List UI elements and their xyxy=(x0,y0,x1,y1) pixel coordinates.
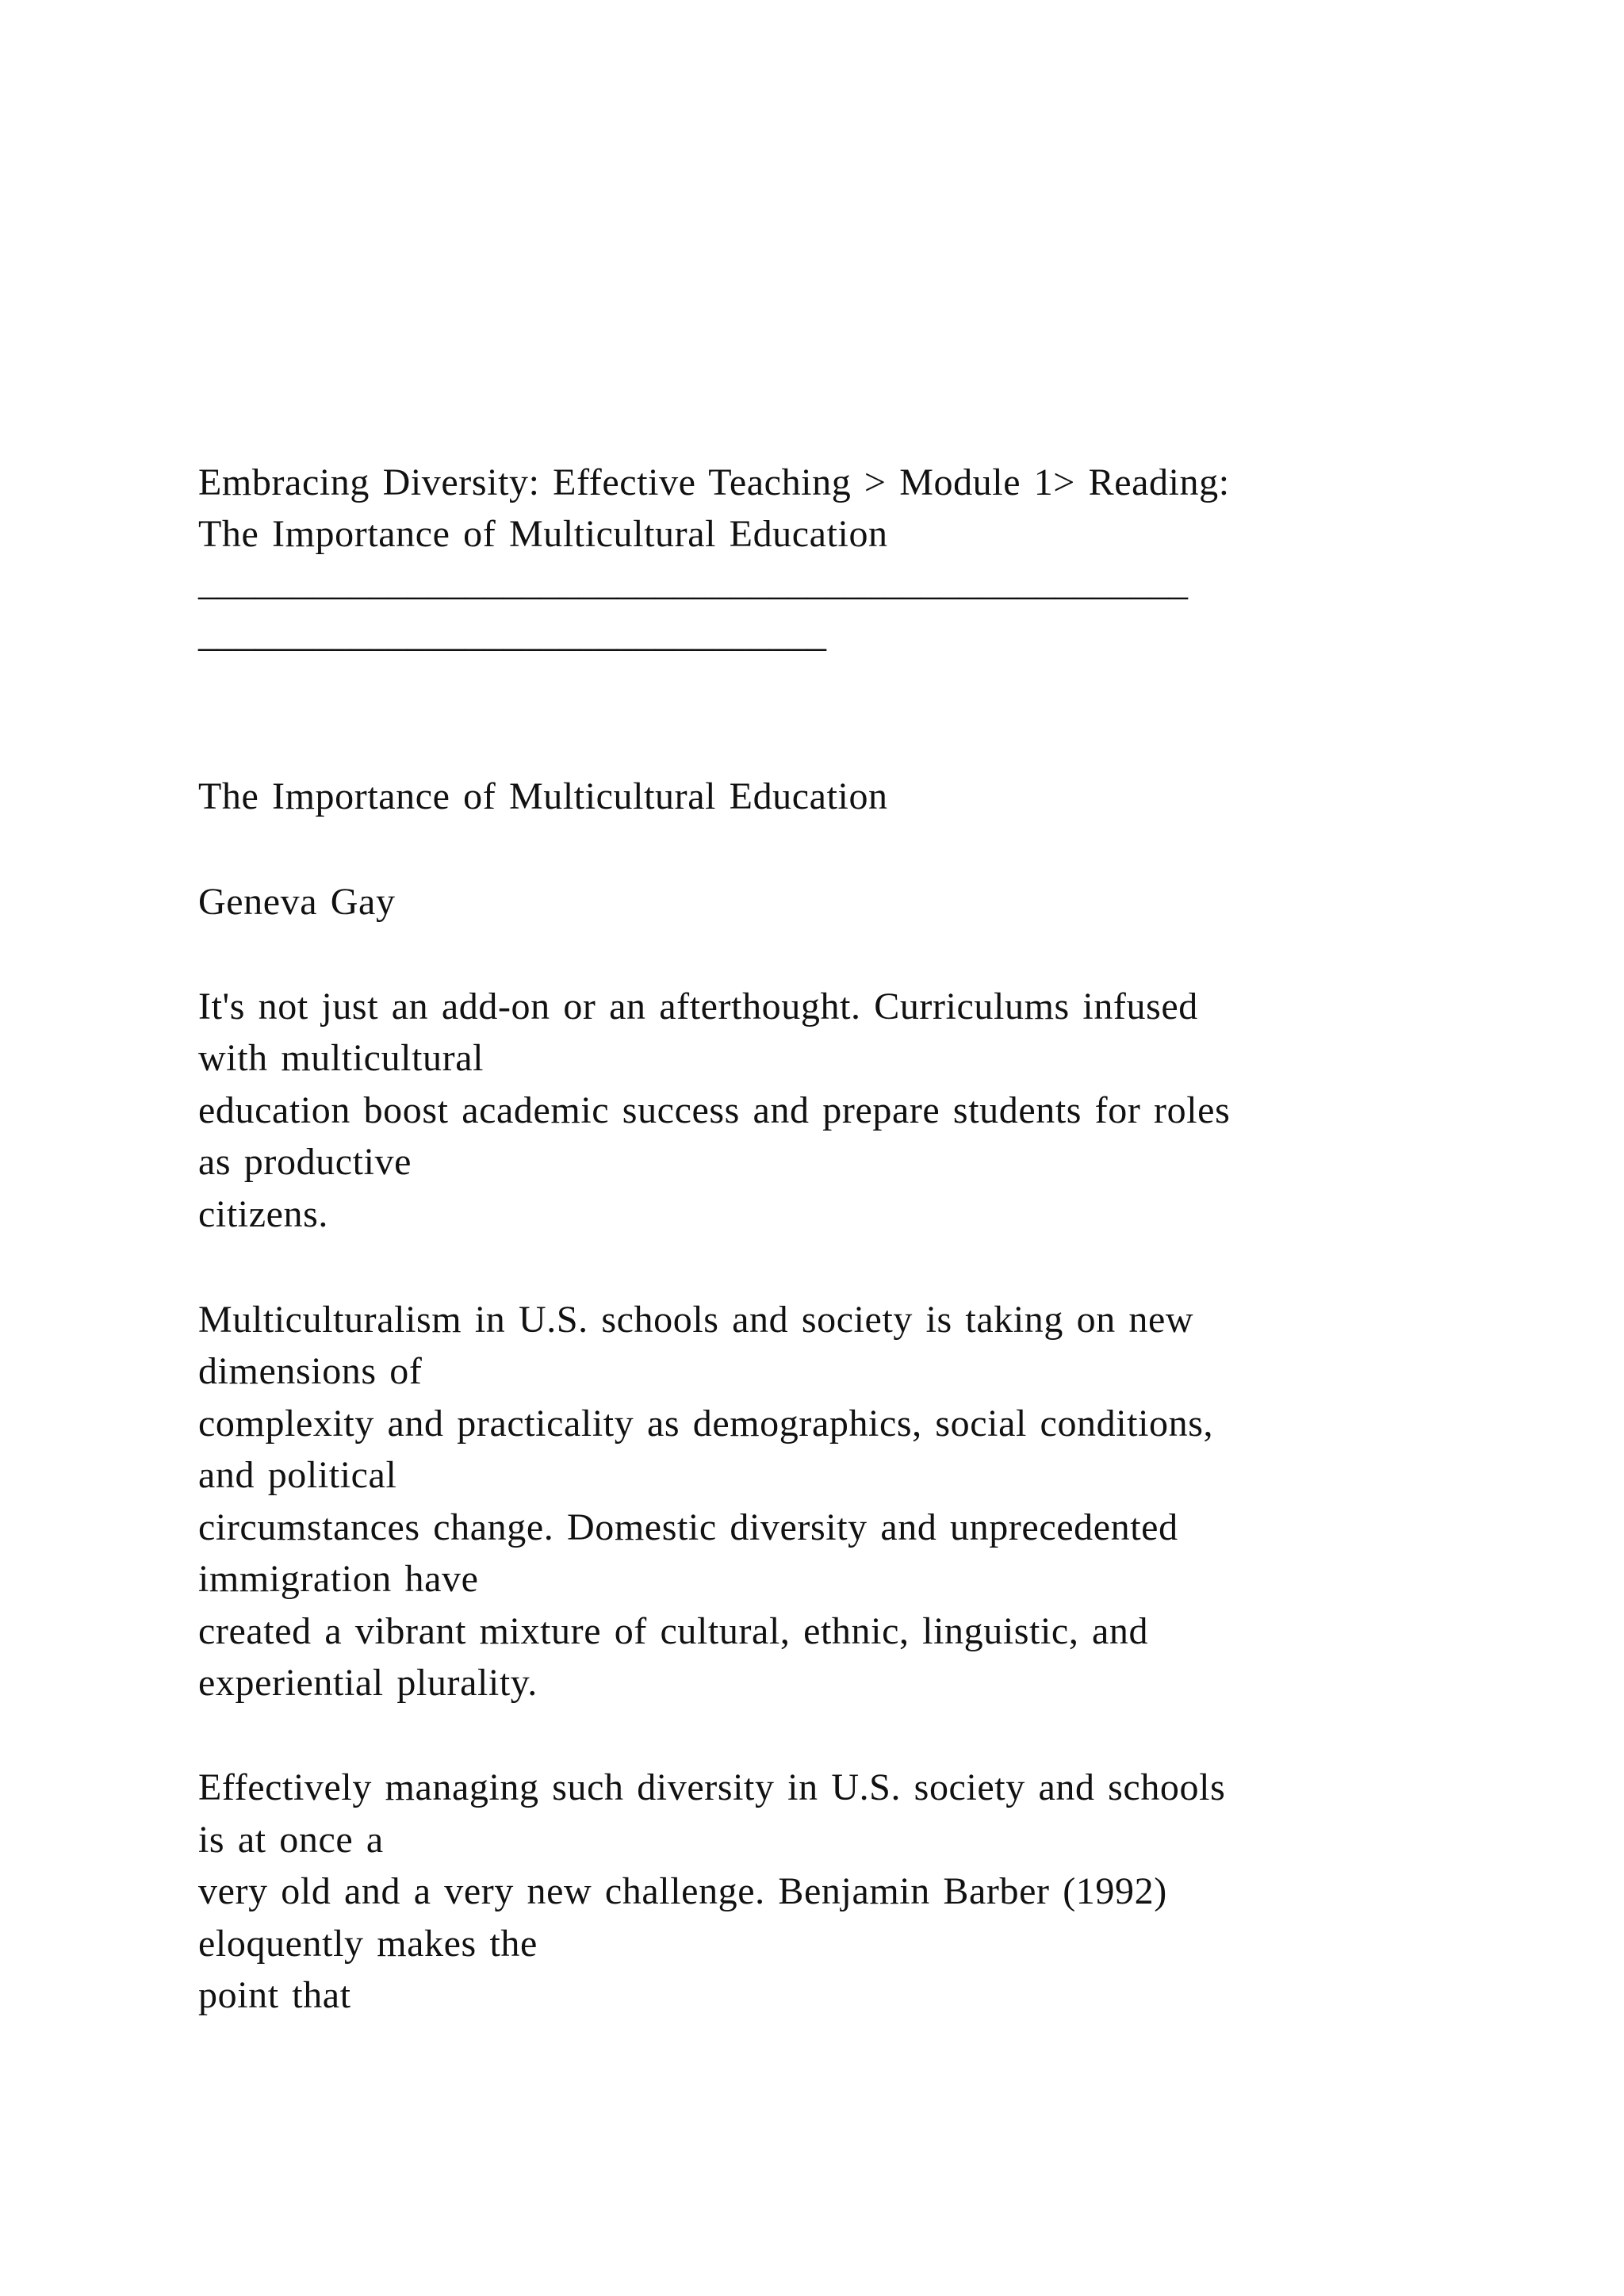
separator-rule: _________________________________ xyxy=(198,613,826,655)
paragraph-line: circumstances change. Domestic diversity and unprecedented xyxy=(198,1506,1178,1548)
paragraph-line: with multicultural xyxy=(198,1037,485,1079)
paragraph-line: citizens. xyxy=(198,1193,329,1235)
paragraph-line: immigration have xyxy=(198,1558,479,1600)
paragraph-line: and political xyxy=(198,1454,397,1496)
paragraph-line: very old and a very new challenge. Benjamin Barber (1992) xyxy=(198,1870,1167,1912)
paragraph-line: eloquently makes the xyxy=(198,1923,538,1965)
paragraph-line: education boost academic success and prepare students for roles xyxy=(198,1089,1231,1131)
paragraph-line: is at once a xyxy=(198,1819,384,1861)
paragraph-line: experiential plurality. xyxy=(198,1662,538,1704)
paragraph-line: Effectively managing such diversity in U.S. society and schools xyxy=(198,1766,1226,1808)
paragraph-line: dimensions of xyxy=(198,1350,423,1392)
breadcrumb-line: The Importance of Multicultural Education xyxy=(198,513,888,555)
breadcrumb-line: Embracing Diversity: Effective Teaching > Module 1> Reading: xyxy=(198,461,1230,503)
article-title: The Importance of Multicultural Education xyxy=(198,775,888,817)
paragraph-line: complexity and practicality as demographics, social conditions, xyxy=(198,1402,1214,1445)
paragraph-line: point that xyxy=(198,1974,351,2016)
paragraph-line: Multiculturalism in U.S. schools and society is taking on new xyxy=(198,1299,1194,1341)
paragraph-line: It's not just an add-on or an afterthought. Curriculums infused xyxy=(198,985,1198,1027)
separator-rule: ____________________________________________________ xyxy=(198,561,1188,603)
article-author: Geneva Gay xyxy=(198,881,396,923)
paragraph-line: as productive xyxy=(198,1141,412,1183)
paragraph-line: created a vibrant mixture of cultural, ethnic, linguistic, and xyxy=(198,1610,1149,1652)
